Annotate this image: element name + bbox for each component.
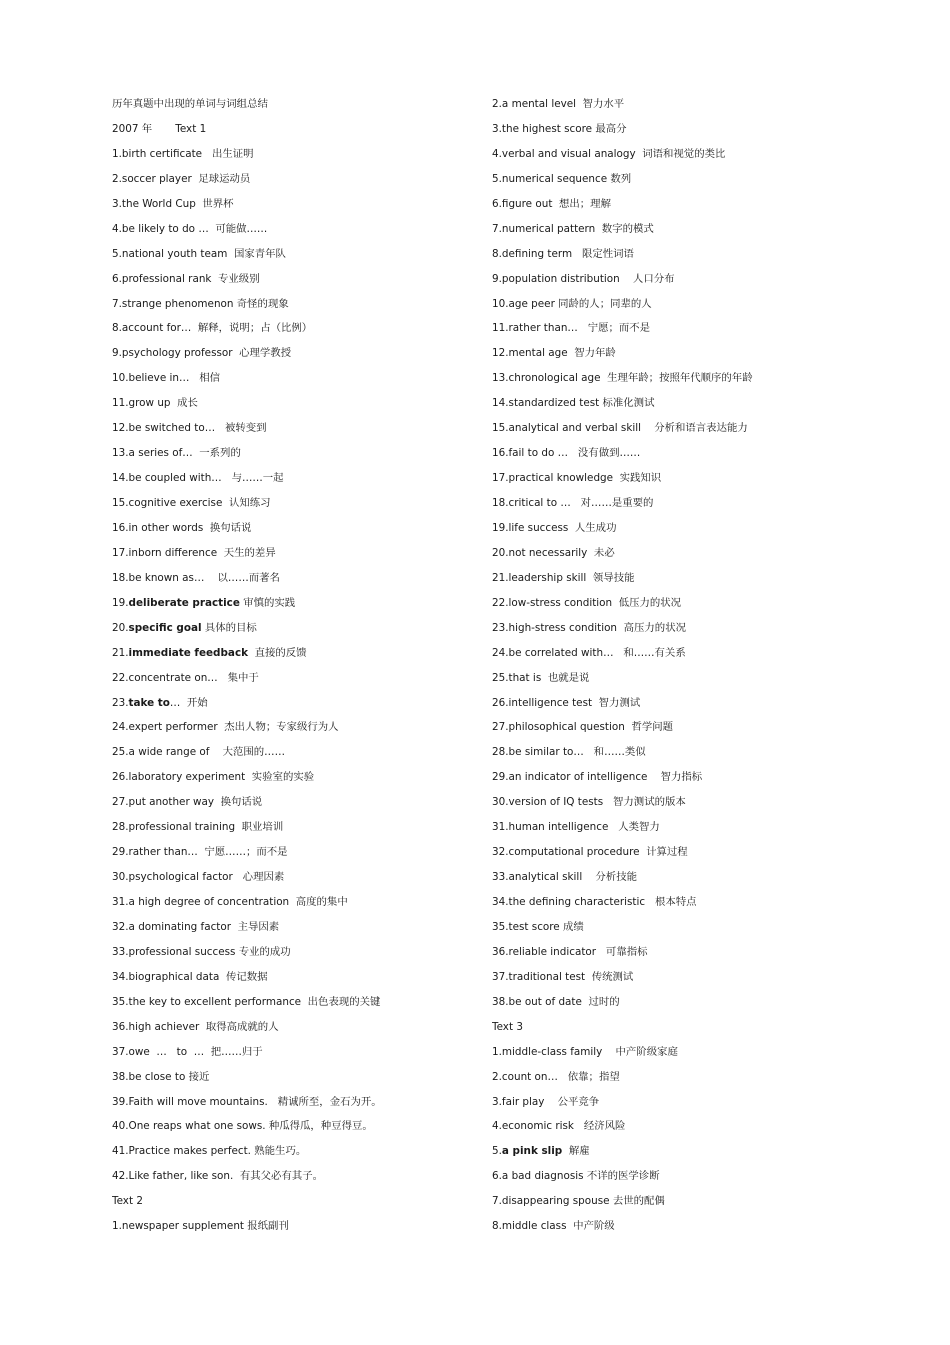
vocab-line: 2.soccer player 足球运动员: [112, 172, 251, 185]
vocab-line: 31.a high degree of concentration 高度的集中: [112, 896, 348, 908]
vocab-line: 5.national youth team 国家青年队: [112, 247, 286, 260]
vocab-line: 28.professional training 职业培训: [112, 821, 284, 834]
vocab-line: 2.a mental level 智力水平: [492, 98, 625, 110]
vocab-line: 30.version of IQ tests 智力测试的版本: [492, 796, 686, 809]
vocab-line: [112, 691, 492, 716]
vocab-line: 23.high-stress condition 高压力的状况: [492, 621, 686, 634]
vocab-term-bold: a pink slip: [501, 1145, 563, 1158]
vocab-line: 6.a bad diagnosis 不详的医学诊断: [492, 1170, 660, 1183]
vocab-line: 1.middle-class family 中产阶级家庭: [492, 1045, 678, 1058]
vocab-line: 2007 年 Text 1: [112, 122, 207, 135]
vocab-line: 29.rather than… 宁愿……；而不是: [112, 846, 288, 859]
vocab-meaning: 具体的目标: [201, 621, 257, 634]
vocab-line: 36.reliable indicator 可靠指标: [492, 945, 648, 958]
vocab-line: 19.life success 人生成功: [492, 521, 617, 534]
vocab-line: 7.disappearing spouse 去世的配偶: [492, 1195, 665, 1208]
vocab-line: 22.low-stress condition 低压力的状况: [492, 596, 682, 609]
vocab-line: 21.leadership skill 领导技能: [492, 571, 635, 584]
vocab-line: 12.mental age 智力年龄: [492, 347, 616, 360]
vocab-line: 8.defining term 限定性词语: [492, 247, 634, 260]
vocab-line: 35.test score 成绩: [492, 920, 584, 933]
vocab-line: 20.not necessarily 未必: [492, 546, 615, 559]
vocab-line: 22.concentrate on… 集中于: [112, 671, 259, 684]
vocab-line: 15.cognitive exercise 认知练习: [112, 497, 271, 509]
vocab-line: 16.fail to do … 没有做到……: [492, 447, 641, 460]
vocab-line: 4.verbal and visual analogy 词语和视觉的类比: [492, 147, 726, 160]
vocab-number: 5.: [492, 1145, 502, 1158]
vocab-line: 38.be out of date 过时的: [492, 995, 620, 1008]
vocab-line: 26.intelligence test 智力测试: [492, 696, 641, 709]
vocab-number: 19.: [112, 596, 129, 609]
vocab-line: 16.in other words 换句话说: [112, 521, 252, 534]
vocab-line: 8.middle class 中产阶级: [492, 1220, 615, 1233]
vocab-line: 10.believe in… 相信: [112, 372, 221, 385]
left-column: [112, 92, 492, 1239]
vocab-line: 31.human intelligence 人类智力: [492, 821, 660, 834]
vocab-line: 37.traditional test 传统测试: [492, 970, 634, 983]
vocab-number: 23.: [112, 696, 129, 709]
vocab-line: 33.professional success 专业的成功: [112, 945, 291, 958]
vocab-meaning: 直接的反馈: [248, 646, 307, 659]
vocab-term-bold: specific goal: [128, 621, 202, 634]
vocab-line: 3.the highest score 最高分: [492, 122, 627, 135]
vocab-line: 36.high achiever 取得高成就的人: [112, 1020, 279, 1033]
vocab-line: 9.psychology professor 心理学教授: [112, 347, 292, 360]
vocab-line: 3.the World Cup 世界杯: [112, 197, 234, 210]
vocab-line: 34.the defining characteristic 根本特点: [492, 896, 697, 908]
vocab-line: 1.birth certificate 出生证明: [112, 147, 254, 160]
vocab-line: 17.inborn difference 天生的差异: [112, 546, 276, 559]
right-column: [492, 92, 872, 1239]
vocab-meaning: … 开始: [169, 696, 208, 709]
vocab-line: 18.critical to … 对……是重要的: [492, 497, 654, 509]
vocab-line: 14.be coupled with… 与……一起: [112, 472, 284, 485]
vocab-line: 4.economic risk 经济风险: [492, 1120, 626, 1133]
vocab-line: 24.expert performer 杰出人物；专家级行为人: [112, 721, 339, 734]
vocab-line: 28.be similar to… 和……类似: [492, 746, 646, 759]
vocab-line: 26.laboratory experiment 实验室的实验: [112, 771, 315, 784]
vocab-line: [112, 641, 492, 666]
vocab-line: 25.that is 也就是说: [492, 671, 590, 684]
vocab-line: 6.professional rank 专业级别: [112, 272, 260, 285]
vocab-line: 38.be close to 接近: [112, 1070, 210, 1083]
vocab-term-bold: take to: [128, 696, 170, 709]
vocab-line: 41.Practice makes perfect. 熟能生巧。: [112, 1145, 307, 1158]
vocab-line: 32.a dominating factor 主导因素: [112, 920, 280, 933]
vocab-line: 历年真题中出现的单词与词组总结: [112, 98, 268, 110]
vocab-line: 32.computational procedure 计算过程: [492, 846, 688, 859]
vocab-line: 13.a series of… 一系列的: [112, 447, 241, 460]
vocab-line: 39.Faith will move mountains. 精诚所至，金石为开。: [112, 1095, 382, 1108]
vocab-meaning: 审慎的实践: [239, 596, 296, 609]
vocab-line: 14.standardized test 标准化测试: [492, 397, 655, 410]
vocab-line: 33.analytical skill 分析技能: [492, 871, 637, 884]
vocab-line: [492, 1139, 872, 1164]
vocab-line: 12.be switched to… 被转变到: [112, 422, 267, 435]
vocab-term-bold: deliberate practice: [128, 596, 240, 609]
vocab-line: 3.fair play 公平竞争: [492, 1095, 600, 1108]
vocab-line: Text 3: [492, 1020, 523, 1033]
vocab-number: 21.: [112, 646, 129, 659]
vocab-line: Text 2: [112, 1195, 143, 1208]
vocab-line: 6.figure out 想出；理解: [492, 197, 611, 210]
vocab-meaning: 解雇: [562, 1145, 590, 1158]
vocab-line: 25.a wide range of 大范围的……: [112, 746, 285, 759]
vocab-line: 30.psychological factor 心理因素: [112, 871, 285, 884]
vocab-line: 15.analytical and verbal skill 分析和语言表达能力: [492, 422, 748, 435]
vocab-line: 18.be known as… 以……而著名: [112, 571, 280, 584]
vocab-line: 8.account for… 解释，说明；占（比例）: [112, 322, 313, 335]
vocab-line: 27.philosophical question 哲学问题: [492, 721, 674, 734]
vocab-line: 7.numerical pattern 数字的模式: [492, 222, 654, 235]
vocab-line: 42.Like father, like son. 有其父必有其子。: [112, 1170, 324, 1183]
vocab-line: 29.an indicator of intelligence 智力指标: [492, 771, 703, 784]
vocab-term-bold: immediate feedback: [128, 646, 249, 659]
vocab-line: 40.One reaps what one sows. 种瓜得瓜，种豆得豆。: [112, 1120, 373, 1133]
vocab-line: 34.biographical data 传记数据: [112, 970, 268, 983]
vocab-line: 13.chronological age 生理年龄；按照年代顺序的年龄: [492, 372, 753, 385]
vocab-line: 35.the key to excellent performance 出色表现的关键: [112, 995, 381, 1008]
vocab-line: 9.population distribution 人口分布: [492, 272, 675, 285]
vocab-line: 24.be correlated with… 和……有关系: [492, 646, 686, 659]
vocab-line: 1.newspaper supplement 报纸副刊: [112, 1220, 289, 1233]
vocab-line: 10.age peer 同龄的人；同辈的人: [492, 297, 652, 310]
vocab-line: [112, 591, 492, 616]
vocab-number: 20.: [112, 621, 129, 634]
vocab-line: 27.put another way 换句话说: [112, 796, 263, 809]
vocab-line: 7.strange phenomenon 奇怪的现象: [112, 297, 289, 310]
vocab-line: 11.grow up 成长: [112, 397, 198, 410]
vocab-line: 5.numerical sequence 数列: [492, 172, 632, 185]
vocab-line: [112, 616, 492, 641]
vocab-line: 2.count on… 依靠；指望: [492, 1070, 620, 1083]
vocab-line: 17.practical knowledge 实践知识: [492, 472, 662, 485]
vocab-line: 11.rather than… 宁愿；而不是: [492, 322, 651, 335]
vocab-line: 37.owe … to … 把……归于: [112, 1045, 263, 1058]
vocab-line: 4.be likely to do … 可能做……: [112, 222, 268, 235]
